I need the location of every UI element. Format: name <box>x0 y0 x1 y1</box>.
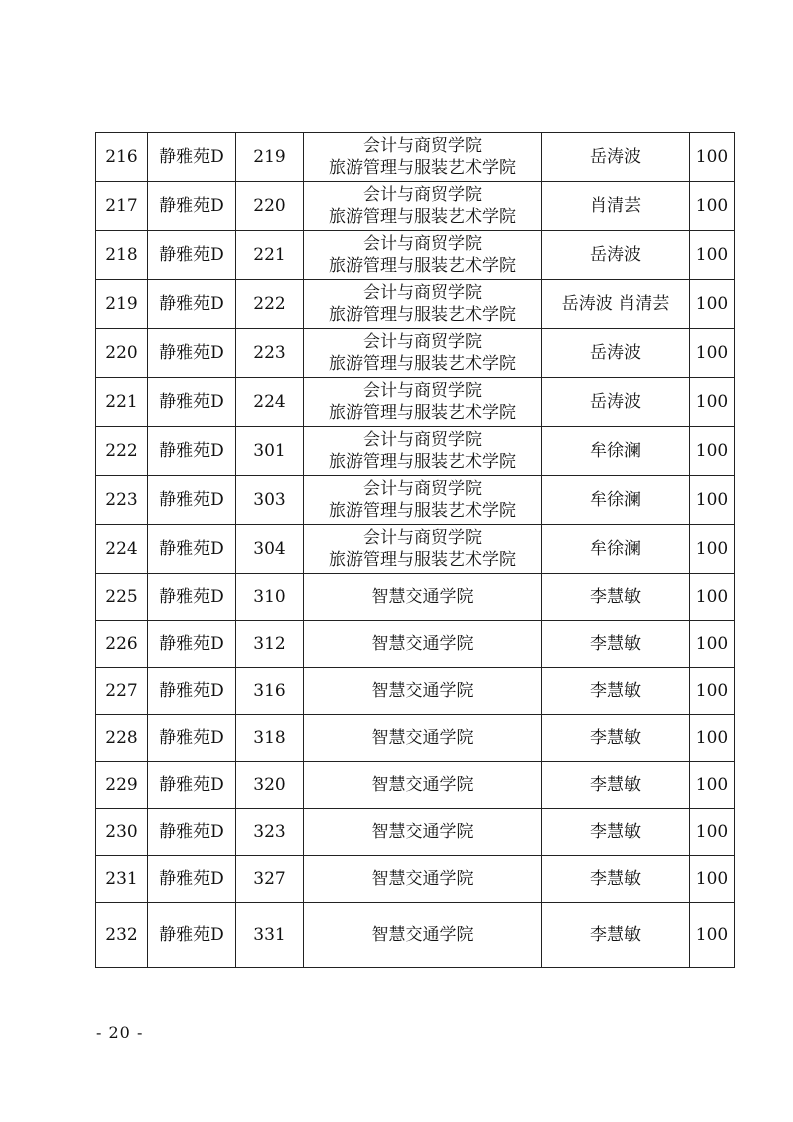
score-cell: 100 <box>690 668 735 715</box>
teacher-cell: 岳涛波 <box>542 133 690 182</box>
table-row <box>96 903 735 968</box>
row-number-cell: 222 <box>96 427 148 476</box>
college-cell <box>304 809 542 856</box>
teacher-cell: 李慧敏 <box>542 856 690 903</box>
building-cell: 静雅苑D <box>148 182 236 231</box>
teacher-cell: 岳涛波 <box>542 378 690 427</box>
table-row <box>96 231 735 280</box>
score-cell: 100 <box>690 809 735 856</box>
building-cell: 静雅苑D <box>148 133 236 182</box>
score-cell: 100 <box>690 903 735 968</box>
college-name-line: 旅游管理与服装艺术学院 <box>329 550 516 570</box>
table-row <box>96 133 735 182</box>
college-name-line: 旅游管理与服装艺术学院 <box>329 501 516 521</box>
college-cell <box>304 231 542 280</box>
teacher-cell: 肖清芸 <box>542 182 690 231</box>
teacher-cell: 牟徐澜 <box>542 427 690 476</box>
table-row <box>96 715 735 762</box>
room-number-cell: 310 <box>236 574 304 621</box>
table-row <box>96 856 735 903</box>
college-cell <box>304 378 542 427</box>
teacher-cell: 牟徐澜 <box>542 525 690 574</box>
college-name-line: 旅游管理与服装艺术学院 <box>329 158 516 178</box>
room-number-cell: 320 <box>236 762 304 809</box>
college-name-line: 会计与商贸学院 <box>363 381 482 401</box>
score-cell: 100 <box>690 762 735 809</box>
college-name-line: 智慧交通学院 <box>371 681 474 701</box>
score-cell: 100 <box>690 329 735 378</box>
row-number-cell: 221 <box>96 378 148 427</box>
college-cell <box>304 668 542 715</box>
table-row <box>96 476 735 525</box>
score-cell: 100 <box>690 574 735 621</box>
teacher-cell: 李慧敏 <box>542 809 690 856</box>
college-name-line: 会计与商贸学院 <box>363 332 482 352</box>
teacher-cell: 李慧敏 <box>542 621 690 668</box>
college-cell <box>304 133 542 182</box>
score-cell: 100 <box>690 133 735 182</box>
college-cell <box>304 280 542 329</box>
teacher-cell: 岳涛波 <box>542 231 690 280</box>
score-cell: 100 <box>690 476 735 525</box>
dormitory-score-table <box>95 132 735 968</box>
score-cell: 100 <box>690 231 735 280</box>
room-number-cell: 219 <box>236 133 304 182</box>
building-cell: 静雅苑D <box>148 809 236 856</box>
score-cell: 100 <box>690 715 735 762</box>
college-name-line: 旅游管理与服装艺术学院 <box>329 207 516 227</box>
room-number-cell: 222 <box>236 280 304 329</box>
building-cell: 静雅苑D <box>148 621 236 668</box>
college-name-line: 旅游管理与服装艺术学院 <box>329 403 516 423</box>
room-number-cell: 304 <box>236 525 304 574</box>
college-name-line: 会计与商贸学院 <box>363 479 482 499</box>
row-number-cell: 223 <box>96 476 148 525</box>
table-row <box>96 427 735 476</box>
row-number-cell: 231 <box>96 856 148 903</box>
building-cell: 静雅苑D <box>148 378 236 427</box>
college-cell <box>304 621 542 668</box>
row-number-cell: 216 <box>96 133 148 182</box>
teacher-cell: 牟徐澜 <box>542 476 690 525</box>
building-cell: 静雅苑D <box>148 280 236 329</box>
score-cell: 100 <box>690 280 735 329</box>
college-name-line: 会计与商贸学院 <box>363 430 482 450</box>
teacher-cell: 李慧敏 <box>542 715 690 762</box>
room-number-cell: 316 <box>236 668 304 715</box>
row-number-cell: 229 <box>96 762 148 809</box>
college-name-line: 会计与商贸学院 <box>363 234 482 254</box>
table-body <box>96 133 735 968</box>
building-cell: 静雅苑D <box>148 574 236 621</box>
building-cell: 静雅苑D <box>148 903 236 968</box>
table-row <box>96 668 735 715</box>
table-row <box>96 280 735 329</box>
score-cell: 100 <box>690 182 735 231</box>
college-cell <box>304 903 542 968</box>
college-name-line: 会计与商贸学院 <box>363 528 482 548</box>
college-cell <box>304 476 542 525</box>
row-number-cell: 225 <box>96 574 148 621</box>
table-row <box>96 809 735 856</box>
college-name-line: 旅游管理与服装艺术学院 <box>329 354 516 374</box>
row-number-cell: 218 <box>96 231 148 280</box>
table-row <box>96 762 735 809</box>
college-name-line: 旅游管理与服装艺术学院 <box>329 305 516 325</box>
college-name-line: 旅游管理与服装艺术学院 <box>329 452 516 472</box>
college-cell <box>304 715 542 762</box>
room-number-cell: 303 <box>236 476 304 525</box>
college-name-line: 智慧交通学院 <box>371 925 474 945</box>
building-cell: 静雅苑D <box>148 329 236 378</box>
college-name-line: 智慧交通学院 <box>371 634 474 654</box>
table-row <box>96 378 735 427</box>
table-row <box>96 329 735 378</box>
college-name-line: 智慧交通学院 <box>371 775 474 795</box>
teacher-cell: 岳涛波 <box>542 329 690 378</box>
teacher-cell: 李慧敏 <box>542 668 690 715</box>
row-number-cell: 224 <box>96 525 148 574</box>
table-row <box>96 525 735 574</box>
building-cell: 静雅苑D <box>148 525 236 574</box>
college-cell <box>304 762 542 809</box>
row-number-cell: 230 <box>96 809 148 856</box>
teacher-cell: 李慧敏 <box>542 762 690 809</box>
college-name-line: 会计与商贸学院 <box>363 136 482 156</box>
teacher-cell: 李慧敏 <box>542 903 690 968</box>
college-cell <box>304 525 542 574</box>
college-cell <box>304 574 542 621</box>
teacher-cell: 岳涛波 肖清芸 <box>542 280 690 329</box>
college-cell <box>304 329 542 378</box>
college-name-line: 旅游管理与服装艺术学院 <box>329 256 516 276</box>
room-number-cell: 223 <box>236 329 304 378</box>
building-cell: 静雅苑D <box>148 476 236 525</box>
score-cell: 100 <box>690 378 735 427</box>
room-number-cell: 312 <box>236 621 304 668</box>
building-cell: 静雅苑D <box>148 427 236 476</box>
college-cell <box>304 427 542 476</box>
row-number-cell: 220 <box>96 329 148 378</box>
table-row <box>96 574 735 621</box>
row-number-cell: 232 <box>96 903 148 968</box>
building-cell: 静雅苑D <box>148 668 236 715</box>
college-name-line: 会计与商贸学院 <box>363 283 482 303</box>
row-number-cell: 219 <box>96 280 148 329</box>
room-number-cell: 323 <box>236 809 304 856</box>
teacher-cell: 李慧敏 <box>542 574 690 621</box>
room-number-cell: 301 <box>236 427 304 476</box>
building-cell: 静雅苑D <box>148 715 236 762</box>
score-cell: 100 <box>690 621 735 668</box>
college-name-line: 会计与商贸学院 <box>363 185 482 205</box>
row-number-cell: 217 <box>96 182 148 231</box>
room-number-cell: 224 <box>236 378 304 427</box>
row-number-cell: 226 <box>96 621 148 668</box>
college-name-line: 智慧交通学院 <box>371 822 474 842</box>
college-name-line: 智慧交通学院 <box>371 587 474 607</box>
college-cell <box>304 182 542 231</box>
score-cell: 100 <box>690 427 735 476</box>
row-number-cell: 227 <box>96 668 148 715</box>
table-row <box>96 621 735 668</box>
table-row <box>96 182 735 231</box>
page-number: - 20 - <box>96 1023 144 1042</box>
college-name-line: 智慧交通学院 <box>371 869 474 889</box>
college-name-line: 智慧交通学院 <box>371 728 474 748</box>
row-number-cell: 228 <box>96 715 148 762</box>
room-number-cell: 327 <box>236 856 304 903</box>
college-cell <box>304 856 542 903</box>
room-number-cell: 220 <box>236 182 304 231</box>
building-cell: 静雅苑D <box>148 231 236 280</box>
building-cell: 静雅苑D <box>148 762 236 809</box>
room-number-cell: 331 <box>236 903 304 968</box>
room-number-cell: 221 <box>236 231 304 280</box>
building-cell: 静雅苑D <box>148 856 236 903</box>
score-cell: 100 <box>690 525 735 574</box>
room-number-cell: 318 <box>236 715 304 762</box>
score-cell: 100 <box>690 856 735 903</box>
